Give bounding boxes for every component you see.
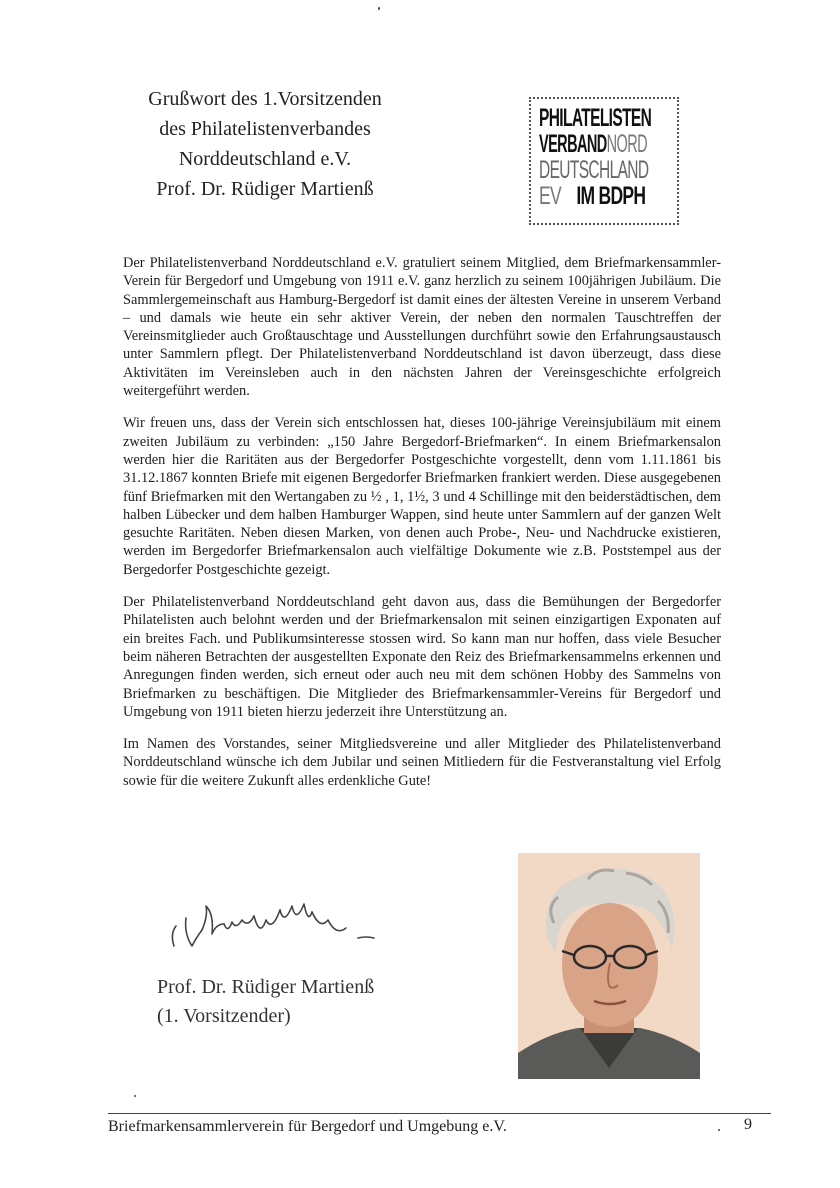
heading-line-2: des Philatelistenverbandes — [159, 118, 371, 140]
stamp-row-4-light: EV — [539, 182, 561, 210]
paragraph-3: Der Philatelistenverband Norddeutschland geht davon aus, dass die Bemühungen der Bergedorfer Philatelisten auch belohnt werden und der Briefmarkensalon mit seinen einzigartigen Exponaten auf ein breites Fach. und Publikumsinteresse stossen wird. So kann man nur hoffen, dass viele Besucher beim näheren Betrachten der ausgestellten Exponate den Reiz des Briefmarkensammelns erkennen und Anregungen finden werden, sich erneut oder auch neu mit dem schönen Hobby des Sammelns von Briefmarken zu beschäftigen. Die Mitglieder des Briefmarkensammler-Vereins für Bergedorf und Umgebung von 1911 bieten hierzu jederzeit ihre Unterstützung an. — [123, 594, 721, 720]
scan-speck — [718, 1129, 720, 1131]
stamp-row-2-light: NORD — [606, 130, 648, 158]
stamp-row-4-bold: IM BDPH — [576, 182, 646, 210]
footer-divider — [108, 1113, 771, 1114]
paragraph-4: Im Namen des Vorstandes, seiner Mitgliedsvereine und aller Mitglieder des Philatelistenverband Norddeutschland wünsche ich dem Jubilar und seinen Mitliedern für die Festveranstaltung viel Erfolg sowie für die weitere Zukunft alles erdenkliche Gute! — [123, 736, 721, 789]
handwritten-signature — [162, 894, 412, 969]
scan-speck — [134, 1095, 136, 1097]
portrait-photo — [518, 853, 700, 1079]
scan-speck — [378, 7, 380, 10]
greeting-heading — [110, 84, 420, 204]
stamp-row-1: PHILATELISTEN — [539, 104, 652, 132]
page-number: 9 — [744, 1116, 752, 1133]
stamp-row-2-bold: VERBAND — [539, 130, 607, 158]
heading-line-4: Prof. Dr. Rüdiger Martienß — [156, 178, 374, 200]
stamp-row-2 — [539, 130, 648, 158]
association-logo-stamp — [529, 97, 679, 225]
paragraph-2: Wir freuen uns, dass der Verein sich entschlossen hat, dieses 100-jährige Vereinsjubiläum mit einem zweiten Jubiläum zu verbinden: „150 Jahre Bergedorf-Briefmarken“. In einem Briefmarkensalon werden hier die Raritäten aus der Bergedorfer Postgeschichte vorgestellt, denn vom 1.11.1861 bis 31.12.1867 konnten Briefe mit eigenen Bergedorfer Briefmarken frankiert werden. Diese ausgegebenen fünf Briefmarken mit den Wertangaben zu ½ , 1, 1½, 3 und 4 Schillinge mit den beiderstädtischen, dem halben Lübecker und dem halben Hamburger Wappen, sind heute unter Sammlern auf der ganzen Welt gesuchte Raritäten. Neben diesen Marken, von denen auch Probe-, Neu- und Nachdrucke existieren, werden im Bergedorfer Briefmarkensalon auch vielfältige Dokumente wie z.B. Poststempel aus der Bergedorfer Postgeschichte gezeigt. — [123, 415, 721, 578]
signatory-name: Prof. Dr. Rüdiger Martienß — [157, 976, 375, 998]
heading-line-1: Grußwort des 1.Vorsitzenden — [148, 88, 382, 110]
signatory-block — [157, 973, 457, 1031]
letter-body — [123, 254, 721, 804]
signatory-role: (1. Vorsitzender) — [157, 1005, 291, 1027]
paragraph-1: Der Philatelistenverband Norddeutschland e.V. gratuliert seinem Mitglied, dem Briefmarkensammler-Verein für Bergedorf und Umgebung von 1911 e.V. ganz herzlich zu seinem 100jährigen Jubiläum. Die Sammlergemeinschaft aus Hamburg-Bergedorf ist damit eines der ältesten Vereine in unserem Verband – und damals wie heute ein sehr aktiver Verein, der neben den normalen Tauschtreffen der Vereinsmitglieder auch Großtauschtage und Ausstellungen durchführt sowie den Erfahrungsaustausch unter Sammlern pflegt. Der Philatelistenverband Norddeutschland ist davon überzeugt, dass diese Aktivitäten im Vereinsleben auch in den nächsten Jahren der Vereinsgeschichte erfolgreich weitergeführt werden. — [123, 255, 721, 400]
stamp-row-4 — [539, 182, 646, 210]
footer-text: Briefmarkensammlerverein für Bergedorf und Umgebung e.V. — [108, 1118, 507, 1135]
heading-line-3: Norddeutschland e.V. — [178, 148, 352, 170]
stamp-row-3: DEUTSCHLAND — [539, 156, 649, 184]
